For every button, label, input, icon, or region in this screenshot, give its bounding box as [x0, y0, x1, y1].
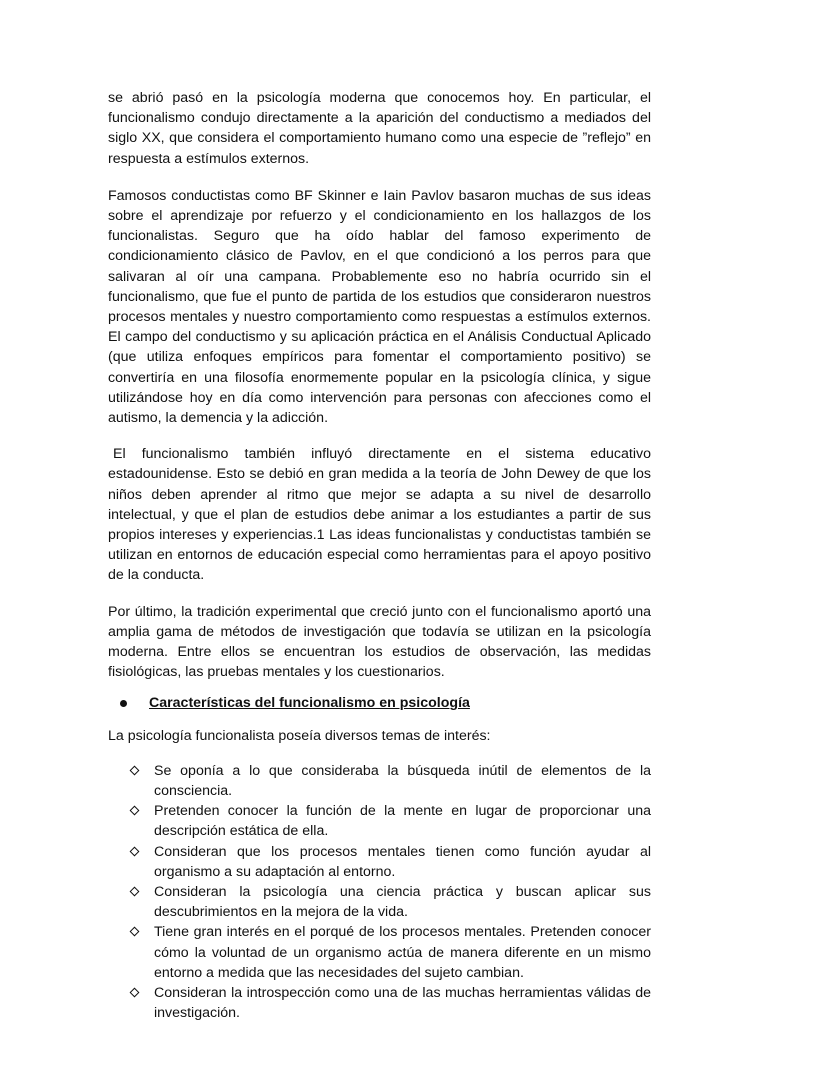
- paragraph-educacion: El funcionalismo también influyó directamente en el sistema educativo estadounidense. Esto se debió en gran medida a la teoría de John Dewey de que los niños deben aprender al ritmo que mejor se adapta a su nivel de desarrollo intelectual, y que el plan de estudios debe animar a los estudiantes a partir de sus propios intereses y experiencias.1 Las ideas funcionalistas y conductistas también se utilizan en entornos de educación especial como herramientas para el apoyo positivo de la conducta.: [108, 446, 651, 584]
- list-item: Pretenden conocer la función de la mente en lugar de proporcionar una descripción estática de ella.: [130, 801, 651, 841]
- diamond-bullet-icon: [130, 806, 140, 816]
- diamond-bullet-icon: [130, 927, 140, 937]
- paragraph-conductismo: se abrió pasó en la psicología moderna que conocemos hoy. En particular, el funcionalismo condujo directamente a la aparición del conductismo a mediados del siglo XX, que considera el comportamiento humano como una especie de ”reflejo” en respuesta a estímulos externos.: [108, 90, 651, 167]
- list-item: Consideran la psicología una ciencia práctica y buscan aplicar sus descubrimientos en la mejora de la vida.: [130, 882, 651, 922]
- bullet-dot-icon: [120, 700, 127, 707]
- list-item: Consideran la introspección como una de las muchas herramientas válidas de investigación.: [130, 983, 651, 1023]
- section-intro: La psicología funcionalista poseía diversos temas de interés:: [108, 728, 491, 745]
- list-item: Se oponía a lo que consideraba la búsqueda inútil de elementos de la consciencia.: [130, 761, 651, 801]
- section-heading-text: Características del funcionalismo en psicología: [149, 695, 470, 712]
- characteristics-list: [108, 761, 651, 1024]
- section-heading: [120, 693, 651, 713]
- diamond-bullet-icon: [130, 846, 140, 856]
- diamond-bullet-icon: [130, 987, 140, 997]
- diamond-bullet-icon: [130, 765, 140, 775]
- list-item: Tiene gran interés en el porqué de los procesos mentales. Pretenden conocer cómo la voluntad de un organismo actúa de manera diferente en un mismo entorno a medida que las necesidades del sujeto cambian.: [130, 922, 651, 983]
- paragraph-conductistas: Famosos conductistas como BF Skinner e Iain Pavlov basaron muchas de sus ideas sobre el aprendizaje por refuerzo y el condicionamiento en los hallazgos de los funcionalistas. Seguro que ha oído hablar del famoso experimento de condicionamiento clásico de Pavlov, en el que condicionó a los perros para que salivaran al oír una campana. Probablemente eso no habría ocurrido sin el funcionalismo, que fue el punto de partida de los estudios que consideraron nuestros procesos mentales y nuestro comportamiento como respuestas a estímulos externos. El campo del conductismo y su aplicación práctica en el Análisis Conductual Aplicado (que utiliza enfoques empíricos para fomentar el comportamiento positivo) se convertiría en una filosofía enormemente popular en la psicología clínica, y sigue utilizándose hoy en día como intervención para personas con afecciones como el autismo, la demencia y la adicción.: [108, 187, 651, 427]
- diamond-bullet-icon: [130, 886, 140, 896]
- list-item: Consideran que los procesos mentales tienen como función ayudar al organismo a su adaptación al entorno.: [130, 842, 651, 882]
- paragraph-metodos: Por último, la tradición experimental que creció junto con el funcionalismo aportó una amplia gama de métodos de investigación que todavía se utilizan en la psicología moderna. Entre ellos se encuentran los estudios de observación, las medidas fisiológicas, las pruebas mentales y los cuestionarios.: [108, 603, 651, 681]
